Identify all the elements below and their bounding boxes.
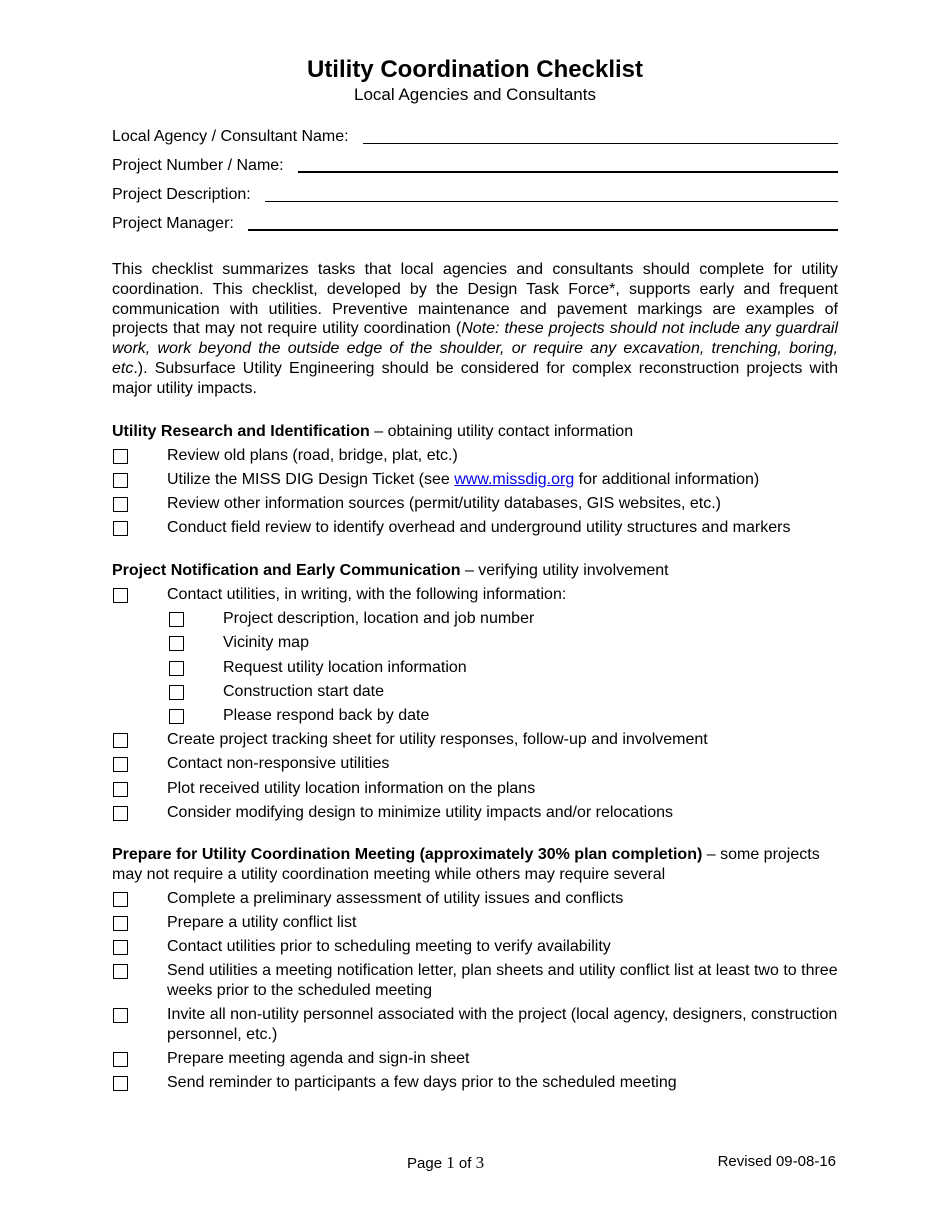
checklist-item-text: Plot received utility location information on the plans bbox=[167, 779, 536, 797]
checklist-item bbox=[112, 937, 838, 957]
item-text-post: for additional information) bbox=[574, 470, 760, 488]
document-page bbox=[112, 56, 838, 1093]
checklist-item-text: Review old plans (road, bridge, plat, etc.) bbox=[167, 446, 458, 464]
checkbox[interactable] bbox=[169, 709, 184, 724]
project-number-label: Project Number / Name: bbox=[112, 157, 284, 174]
checklist-subitem bbox=[112, 633, 838, 653]
checklist-item-text: Invite all non-utility personnel associated with the project (local agency, designers, construction personnel, etc.) bbox=[167, 1006, 838, 1043]
project-info-fields bbox=[112, 118, 838, 234]
project-description-field bbox=[112, 176, 838, 205]
intro-paragraph bbox=[112, 260, 838, 399]
item-text-pre: Utilize the MISS DIG Design Ticket (see bbox=[167, 470, 455, 488]
checklist-item-text: Contact utilities prior to scheduling meeting to verify availability bbox=[167, 938, 611, 956]
project-manager-field bbox=[112, 205, 838, 234]
checklist-subitem bbox=[112, 609, 838, 629]
checklist-item-text: Project description, location and job number bbox=[223, 610, 535, 628]
checklist-subitem bbox=[112, 706, 838, 726]
section-title: Project Notification and Early Communication bbox=[112, 561, 461, 579]
checkbox[interactable] bbox=[113, 473, 128, 488]
intro-text-1: This checklist summarizes tasks that local agencies and consultants should complete for utility coordination. This checklist, developed by the Design Task Force*, supports early and frequent communication with utilities. Preventive maintenance and pavement markings are examples of projects that may not require utility coordination ( bbox=[112, 261, 838, 338]
checkbox[interactable] bbox=[113, 497, 128, 512]
section-utility-research bbox=[112, 422, 838, 538]
section-heading bbox=[112, 422, 838, 442]
checkbox[interactable] bbox=[113, 806, 128, 821]
checkbox[interactable] bbox=[113, 449, 128, 464]
checklist-item-text: Contact utilities, in writing, with the following information: bbox=[167, 586, 567, 604]
checklist-item bbox=[112, 889, 838, 909]
checkbox[interactable] bbox=[113, 1052, 128, 1067]
section-desc: – some projects may not require a utility coordination meeting while others may require several bbox=[112, 846, 820, 883]
agency-name-label: Local Agency / Consultant Name: bbox=[112, 128, 349, 145]
missdig-link[interactable]: www.missdig.org bbox=[454, 470, 575, 488]
checklist-item bbox=[112, 913, 838, 933]
checklist-item bbox=[112, 470, 838, 490]
checklist-item-text: Create project tracking sheet for utility responses, follow-up and involvement bbox=[167, 731, 708, 749]
checklist-item bbox=[112, 730, 838, 750]
checklist-item-text: Prepare a utility conflict list bbox=[167, 914, 357, 932]
section-heading bbox=[112, 845, 838, 884]
checklist-item bbox=[112, 1005, 838, 1044]
checklist-item bbox=[112, 961, 838, 1000]
section-project-notification bbox=[112, 561, 838, 822]
checkbox[interactable] bbox=[113, 964, 128, 979]
agency-name-line[interactable] bbox=[363, 143, 838, 144]
checklist-item-text: Send reminder to participants a few days prior to the scheduled meeting bbox=[167, 1074, 677, 1092]
checklist-subitem bbox=[112, 658, 838, 678]
section-heading bbox=[112, 561, 838, 581]
section-desc: – verifying utility involvement bbox=[460, 561, 669, 579]
checkbox[interactable] bbox=[113, 1008, 128, 1023]
checklist-item bbox=[112, 1049, 838, 1069]
checklist-item-text: Prepare meeting agenda and sign-in sheet bbox=[167, 1049, 470, 1067]
page-prefix: Page bbox=[407, 1155, 447, 1172]
checkbox[interactable] bbox=[113, 892, 128, 907]
checkbox[interactable] bbox=[113, 521, 128, 536]
project-description-label: Project Description: bbox=[112, 186, 251, 203]
checkbox[interactable] bbox=[169, 636, 184, 651]
checklist-item-text: Vicinity map bbox=[223, 634, 309, 652]
section-title: Utility Research and Identification bbox=[112, 422, 370, 440]
section-title: Prepare for Utility Coordination Meeting (approximately 30% plan completion) bbox=[112, 846, 703, 864]
project-manager-line[interactable] bbox=[248, 229, 838, 231]
checklist-item bbox=[112, 803, 838, 823]
agency-name-field bbox=[112, 118, 838, 147]
project-number-line[interactable] bbox=[298, 171, 838, 173]
checklist-item bbox=[112, 446, 838, 466]
checkbox[interactable] bbox=[169, 685, 184, 700]
checkbox[interactable] bbox=[113, 940, 128, 955]
checklist-item bbox=[112, 494, 838, 514]
checklist-item-text: Construction start date bbox=[223, 682, 384, 700]
checkbox[interactable] bbox=[169, 612, 184, 627]
checklist-item bbox=[112, 518, 838, 538]
checklist-item bbox=[112, 779, 838, 799]
page-current: 1 bbox=[446, 1153, 455, 1172]
page-of: of bbox=[454, 1155, 476, 1172]
intro-text-2: .). Subsurface Utility Engineering should be considered for complex reconstruction projects with major utility impacts. bbox=[112, 359, 838, 397]
checkbox[interactable] bbox=[113, 1076, 128, 1091]
revised-date: Revised 09-08-16 bbox=[717, 1153, 836, 1170]
checkbox[interactable] bbox=[113, 782, 128, 797]
project-manager-label: Project Manager: bbox=[112, 215, 234, 232]
checklist-item-text: Send utilities a meeting notification letter, plan sheets and utility conflict list at least two to three weeks prior to the scheduled meeting bbox=[167, 962, 838, 999]
section-coordination-meeting bbox=[112, 845, 838, 1092]
checklist-item-text: Request utility location information bbox=[223, 658, 467, 676]
checklist-item-text: Conduct field review to identify overhead and underground utility structures and markers bbox=[167, 519, 791, 537]
checkbox[interactable] bbox=[113, 588, 128, 603]
project-number-field bbox=[112, 147, 838, 176]
checkbox[interactable] bbox=[113, 757, 128, 772]
checklist-item-text: Consider modifying design to minimize utility impacts and/or relocations bbox=[167, 803, 673, 821]
project-description-line[interactable] bbox=[265, 201, 838, 202]
checklist-subitem bbox=[112, 682, 838, 702]
page-subtitle: Local Agencies and Consultants bbox=[354, 85, 596, 104]
checklist-item bbox=[112, 585, 838, 605]
checkbox[interactable] bbox=[169, 661, 184, 676]
page-number bbox=[407, 1153, 484, 1173]
checklist-item bbox=[112, 754, 838, 774]
checklist-item-text: Review other information sources (permit/utility databases, GIS websites, etc.) bbox=[167, 495, 721, 513]
checklist-item-text: Contact non-responsive utilities bbox=[167, 755, 390, 773]
checklist-item bbox=[112, 1073, 838, 1093]
intro-note: Note: these projects should not include any guardrail work, work beyond the outside edge of the shoulder, or require any excavation, trenching, boring, etc bbox=[112, 320, 838, 377]
section-desc: – obtaining utility contact information bbox=[369, 422, 634, 440]
page-title: Utility Coordination Checklist bbox=[306, 56, 644, 83]
checkbox[interactable] bbox=[113, 916, 128, 931]
checklist-item-text bbox=[128, 470, 759, 490]
checklist-item-text: Please respond back by date bbox=[223, 706, 430, 724]
checklist-item-text: Complete a preliminary assessment of utility issues and conflicts bbox=[167, 889, 624, 907]
page-total: 3 bbox=[475, 1153, 485, 1172]
checkbox[interactable] bbox=[113, 733, 128, 748]
